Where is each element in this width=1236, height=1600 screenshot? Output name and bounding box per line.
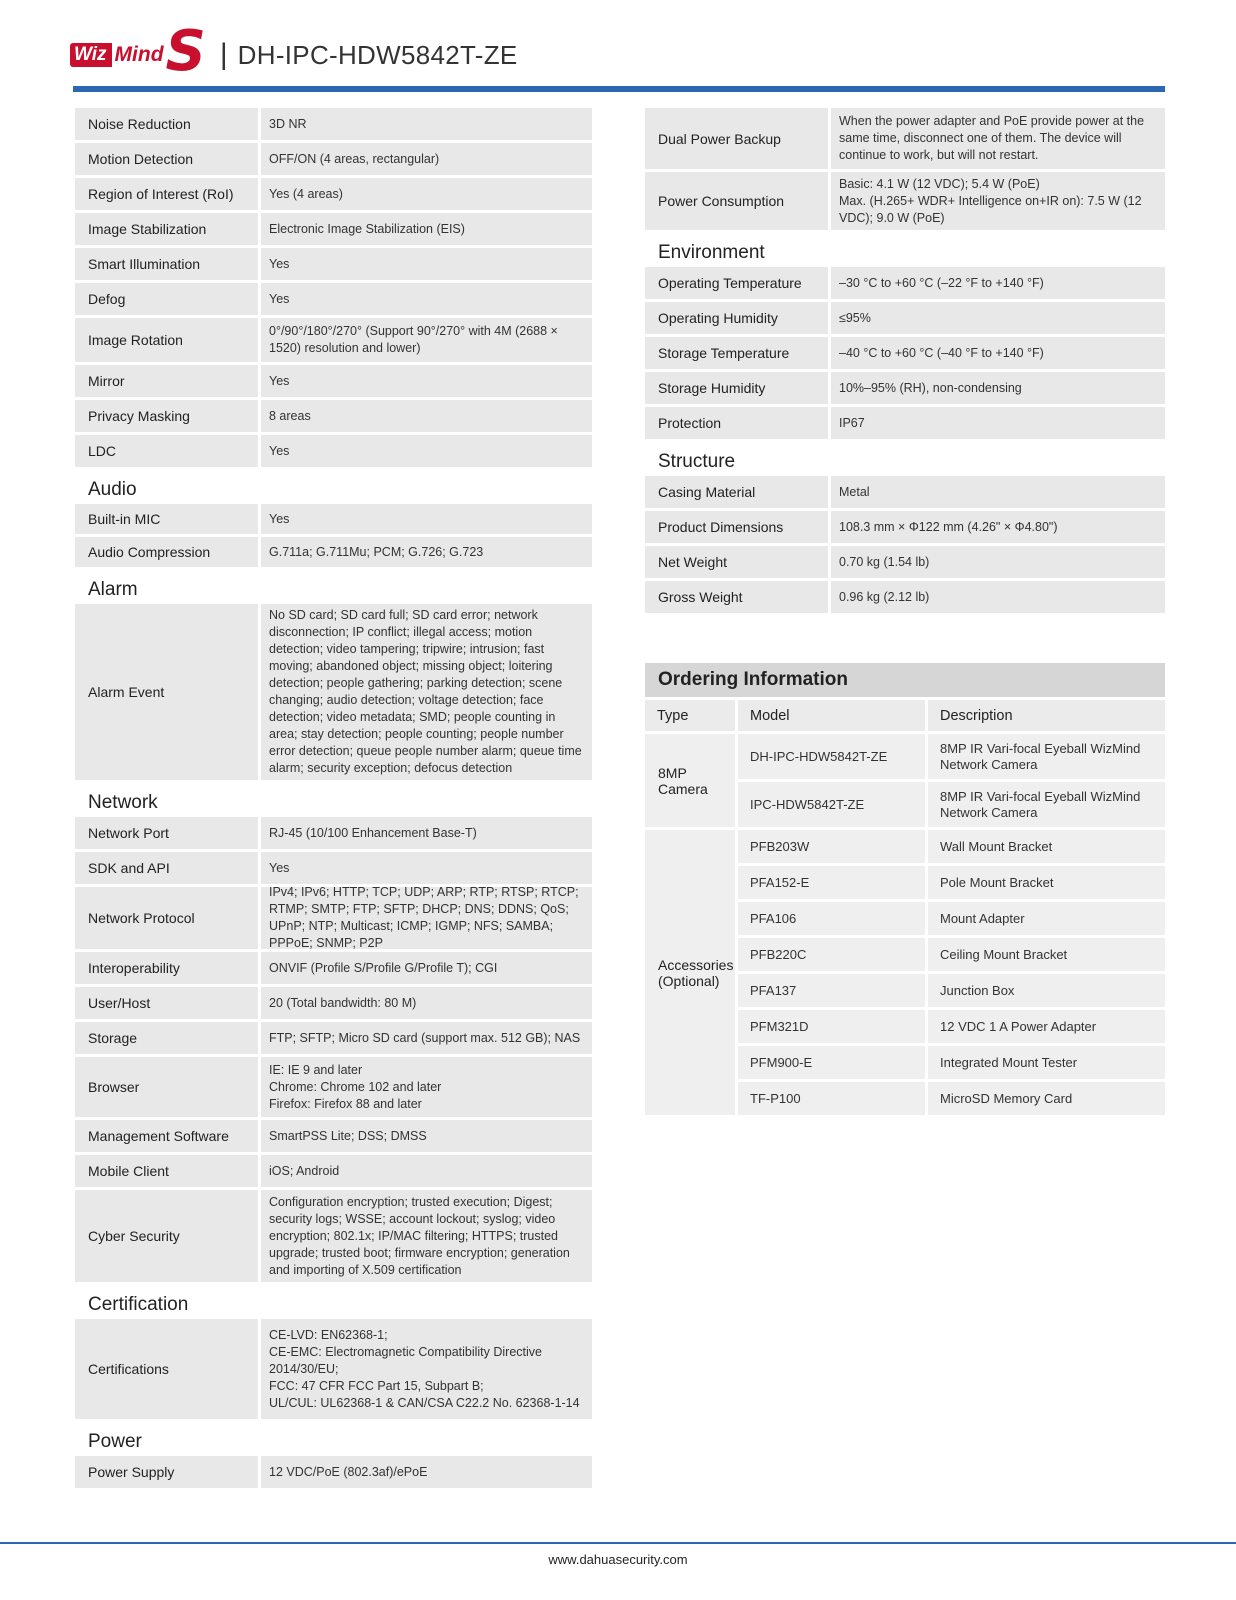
description-cell: Wall Mount Bracket (928, 830, 1165, 863)
spec-row (75, 318, 592, 362)
spec-row (645, 407, 1165, 439)
model-cell: PFA106 (738, 902, 925, 935)
header-separator: | (219, 38, 228, 71)
description-cell: 12 VDC 1 A Power Adapter (928, 1010, 1165, 1043)
spec-row (645, 546, 1165, 578)
spec-value: Yes (261, 504, 592, 534)
description-cell: Integrated Mount Tester (928, 1046, 1165, 1079)
spec-value: iOS; Android (261, 1155, 592, 1187)
spec-label: Storage Temperature (645, 337, 828, 369)
section-title-alarm: Alarm (88, 579, 138, 600)
spec-row (75, 1190, 592, 1282)
spec-label: Protection (645, 407, 828, 439)
spec-row (75, 504, 592, 534)
spec-row (645, 581, 1165, 613)
spec-value: 10%–95% (RH), non-condensing (831, 372, 1165, 404)
spec-row (645, 372, 1165, 404)
spec-label: Power Supply (75, 1456, 258, 1488)
spec-row (75, 952, 592, 984)
spec-label: Privacy Masking (75, 400, 258, 432)
spec-value: G.711a; G.711Mu; PCM; G.726; G.723 (261, 537, 592, 567)
spec-value: –30 °C to +60 °C (–22 °F to +140 °F) (831, 267, 1165, 299)
right-spec-column (645, 108, 1165, 616)
spec-label: Built-in MIC (75, 504, 258, 534)
footer-divider (0, 1542, 1236, 1544)
spec-label: Storage Humidity (645, 372, 828, 404)
section-title-structure: Structure (658, 451, 736, 472)
spec-row (75, 887, 592, 949)
spec-row (645, 267, 1165, 299)
spec-value: Yes (261, 365, 592, 397)
spec-row (645, 476, 1165, 508)
spec-label: Cyber Security (75, 1190, 258, 1282)
section-title-certification: Certification (88, 1294, 189, 1315)
description-cell: Ceiling Mount Bracket (928, 938, 1165, 971)
spec-label: Gross Weight (645, 581, 828, 613)
spec-row (75, 108, 592, 140)
model-cell: TF-P100 (738, 1082, 925, 1115)
footer-url: www.dahuasecurity.com (548, 1552, 688, 1567)
spec-label: Mirror (75, 365, 258, 397)
spec-value: SmartPSS Lite; DSS; DMSS (261, 1120, 592, 1152)
spec-row (75, 283, 592, 315)
spec-value: Yes (261, 283, 592, 315)
spec-row (75, 1319, 592, 1419)
spec-label: Browser (75, 1057, 258, 1117)
description-cell: 8MP IR Vari-focal Eyeball WizMind Network Camera (928, 734, 1165, 779)
column-header-description: Description (928, 700, 1165, 731)
model-cell: PFB203W (738, 830, 925, 863)
type-cell-camera: 8MP Camera (645, 734, 735, 827)
spec-row (75, 1120, 592, 1152)
spec-value: Electronic Image Stabilization (EIS) (261, 213, 592, 245)
spec-row (75, 1456, 592, 1488)
spec-label: Management Software (75, 1120, 258, 1152)
spec-value: Configuration encryption; trusted execution; Digest; security logs; WSSE; account lockout; syslog; video encryption; 802.1x; IP/MAC filtering; HTTPS; trusted upgrade; trusted boot; firmware encryption; generation and importing of X.509 certification (261, 1190, 592, 1282)
model-cell: IPC-HDW5842T-ZE (738, 782, 925, 827)
spec-value: Metal (831, 476, 1165, 508)
spec-label: LDC (75, 435, 258, 467)
description-cell: Junction Box (928, 974, 1165, 1007)
section-title-power: Power (88, 1431, 142, 1452)
model-cell: PFA152-E (738, 866, 925, 899)
spec-label: Certifications (75, 1319, 258, 1419)
header-divider (73, 86, 1165, 92)
spec-row (75, 213, 592, 245)
spec-value: IE: IE 9 and later Chrome: Chrome 102 and later Firefox: Firefox 88 and later (261, 1057, 592, 1117)
spec-label: Image Rotation (75, 318, 258, 362)
spec-label: Noise Reduction (75, 108, 258, 140)
spec-label: Alarm Event (75, 604, 258, 780)
spec-value: FTP; SFTP; Micro SD card (support max. 512 GB); NAS (261, 1022, 592, 1054)
spec-value: Yes (261, 852, 592, 884)
spec-row (75, 852, 592, 884)
spec-row (75, 817, 592, 849)
video-spec-table (75, 108, 592, 467)
section-title-network: Network (88, 792, 158, 813)
left-spec-column (75, 108, 592, 1491)
model-cell: PFM900-E (738, 1046, 925, 1079)
spec-value: 12 VDC/PoE (802.3af)/ePoE (261, 1456, 592, 1488)
spec-label: User/Host (75, 987, 258, 1019)
spec-row (645, 511, 1165, 543)
spec-label: Power Consumption (645, 172, 828, 230)
column-header-model: Model (738, 700, 925, 731)
spec-value: Yes (261, 248, 592, 280)
spec-row (645, 302, 1165, 334)
spec-row (75, 604, 592, 780)
spec-label: Mobile Client (75, 1155, 258, 1187)
spec-row (75, 365, 592, 397)
section-title-audio: Audio (88, 479, 137, 500)
page-header (70, 19, 518, 84)
ordering-information (645, 663, 1165, 1115)
model-cell: DH-IPC-HDW5842T-ZE (738, 734, 925, 779)
spec-value: ≤95% (831, 302, 1165, 334)
description-cell: 8MP IR Vari-focal Eyeball WizMind Network Camera (928, 782, 1165, 827)
page-title: DH-IPC-HDW5842T-ZE (237, 40, 518, 70)
model-cell: PFA137 (738, 974, 925, 1007)
spec-label: Dual Power Backup (645, 108, 828, 169)
spec-label: Operating Temperature (645, 267, 828, 299)
spec-value: IP67 (831, 407, 1165, 439)
wizmind-logo (70, 19, 206, 84)
spec-row (75, 248, 592, 280)
spec-label: Defog (75, 283, 258, 315)
ordering-table (645, 700, 1165, 1115)
spec-value: OFF/ON (4 areas, rectangular) (261, 143, 592, 175)
column-header-type: Type (645, 700, 735, 731)
spec-row (75, 1022, 592, 1054)
spec-row (75, 143, 592, 175)
spec-row (75, 1155, 592, 1187)
description-cell: Mount Adapter (928, 902, 1165, 935)
spec-label: Net Weight (645, 546, 828, 578)
description-cell: Pole Mount Bracket (928, 866, 1165, 899)
spec-value: IPv4; IPv6; HTTP; TCP; UDP; ARP; RTP; RTSP; RTCP; RTMP; SMTP; FTP; SFTP; DHCP; DNS; DDNS; QoS; UPnP; NTP; Multicast; ICMP; IGMP; NFS; SAMBA; PPPoE; SNMP; P2P (261, 887, 592, 949)
spec-row (75, 987, 592, 1019)
model-cell: PFM321D (738, 1010, 925, 1043)
spec-label: Region of Interest (RoI) (75, 178, 258, 210)
spec-label: Product Dimensions (645, 511, 828, 543)
spec-value: 20 (Total bandwidth: 80 M) (261, 987, 592, 1019)
spec-label: Operating Humidity (645, 302, 828, 334)
section-title-environment: Environment (658, 242, 765, 263)
logo-wiz-text: Wiz (70, 43, 112, 67)
description-cell: MicroSD Memory Card (928, 1082, 1165, 1115)
spec-label: Network Protocol (75, 887, 258, 949)
type-cell-accessories: Accessories (Optional) (645, 830, 735, 1115)
spec-row (75, 400, 592, 432)
spec-label: SDK and API (75, 852, 258, 884)
spec-label: Image Stabilization (75, 213, 258, 245)
ordering-title: Ordering Information (645, 663, 1165, 697)
spec-value: Basic: 4.1 W (12 VDC); 5.4 W (PoE) Max. (H.265+ WDR+ Intelligence on+IR on): 7.5 W (12 VDC); 9.0 W (PoE) (831, 172, 1165, 230)
spec-row (75, 1057, 592, 1117)
spec-value: Yes (261, 435, 592, 467)
spec-row (75, 537, 592, 567)
spec-label: Interoperability (75, 952, 258, 984)
spec-row (645, 337, 1165, 369)
model-cell: PFB220C (738, 938, 925, 971)
spec-label: Audio Compression (75, 537, 258, 567)
spec-row (75, 435, 592, 467)
logo-s-mark: S (165, 19, 206, 84)
spec-value: ONVIF (Profile S/Profile G/Profile T); CGI (261, 952, 592, 984)
spec-value: 3D NR (261, 108, 592, 140)
spec-row (645, 108, 1165, 169)
spec-value: 108.3 mm × Φ122 mm (4.26" × Φ4.80") (831, 511, 1165, 543)
spec-value: 0.96 kg (2.12 lb) (831, 581, 1165, 613)
spec-value: Yes (4 areas) (261, 178, 592, 210)
spec-row (75, 178, 592, 210)
spec-value: 0°/90°/180°/270° (Support 90°/270° with 4M (2688 × 1520) resolution and lower) (261, 318, 592, 362)
spec-value: RJ-45 (10/100 Enhancement Base-T) (261, 817, 592, 849)
logo-mind-text: Mind (114, 43, 164, 66)
spec-value: CE-LVD: EN62368-1; CE-EMC: Electromagnetic Compatibility Directive 2014/30/EU; FCC: 47 CFR FCC Part 15, Subpart B; UL/CUL: UL62368-1 & CAN/CSA C22.2 No. 62368-1-14 (261, 1319, 592, 1419)
spec-label: Casing Material (645, 476, 828, 508)
spec-value: No SD card; SD card full; SD card error; network disconnection; IP conflict; illegal access; motion detection; video tampering; tripwire; intrusion; fast moving; abandoned object; missing object; loitering detection; people gathering; parking detection; scene changing; audio detection; voltage detection; face detection; video metadata; SMD; people counting in area; stay detection; people counting; people number error detection; queue people number alarm; queue time alarm; security exception; defocus detection (261, 604, 592, 780)
spec-value: 0.70 kg (1.54 lb) (831, 546, 1165, 578)
spec-label: Network Port (75, 817, 258, 849)
spec-value: When the power adapter and PoE provide power at the same time, disconnect one of them. The device will continue to work, but will not restart. (831, 108, 1165, 169)
spec-label: Storage (75, 1022, 258, 1054)
spec-value: 8 areas (261, 400, 592, 432)
spec-row (645, 172, 1165, 230)
spec-label: Smart Illumination (75, 248, 258, 280)
spec-value: –40 °C to +60 °C (–40 °F to +140 °F) (831, 337, 1165, 369)
spec-label: Motion Detection (75, 143, 258, 175)
